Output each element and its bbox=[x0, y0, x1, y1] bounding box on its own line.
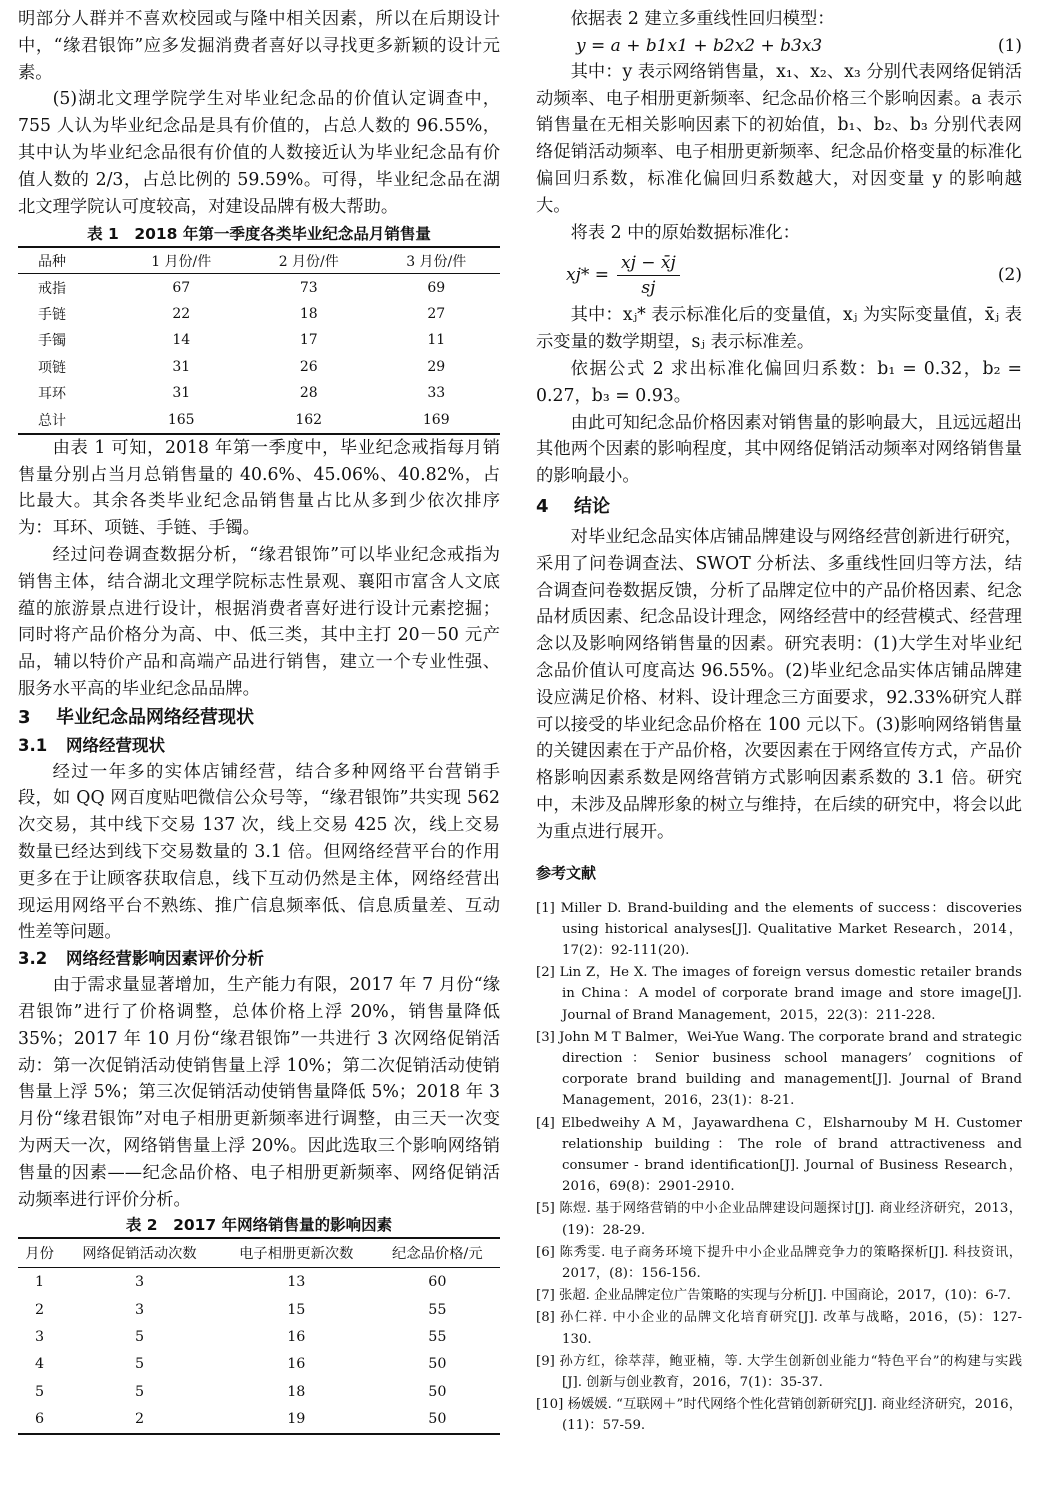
table-row bbox=[18, 1405, 500, 1433]
table-cell: 16 bbox=[287, 1356, 306, 1373]
table-cell: 50 bbox=[428, 1411, 447, 1428]
subsection-heading bbox=[18, 946, 500, 972]
table-cell: 3 bbox=[134, 1301, 145, 1318]
table-cell: 1 bbox=[35, 1274, 45, 1291]
paragraph: (5)湖北文理学院学生对毕业纪念品的价值认定调查中，755 人认为毕业纪念品是具有价值的，占总人数的 96.55%，其中认为毕业纪念品很有价值的人数接近认为毕业纪念品有价值人数的 2/3，占总比例的 59.59%。可得，毕业纪念品在湖北文理学院认可度较高，对建设品牌有极大帮助。 bbox=[18, 89, 500, 217]
reference-item: [6] 陈秀雯. 电子商务环境下提升中小企业品牌竞争力的策略探析[J]. 科技资讯，2017，(8)：156-156. bbox=[536, 1244, 1022, 1281]
paragraph: 明部分人群并不喜欢校园或与隆中相关因素，所以在后期设计中，“缘君银饰”应多发掘消费者喜好以寻找更多新颖的设计元素。 bbox=[18, 9, 500, 83]
table-cell: 50 bbox=[428, 1356, 447, 1373]
section-heading bbox=[536, 492, 1022, 522]
subsection-number: 3.1 bbox=[18, 735, 48, 755]
paragraph: 经过一年多的实体店铺经营，结合多种网络平台营销手段，如 QQ 网百度贴吧微信公众号等，“缘君银饰”共实现 562 次交易，其中线下交易 137 次，线上交易 425 次，线上交易数量已经达到线下交易数量的 3.1 倍。但网络经营平台的作用更多在于让顾客获取信息，线下互动仍然是主体，网络经营出现运用网络平台不熟练、推广信息频率低、信息质量差、互动性差等问题。 bbox=[18, 761, 500, 943]
reference-item: [8] 孙仁祥. 中小企业的品牌文化培育研究[J]. 改革与战略，2016，(5)：127-130. bbox=[536, 1310, 1022, 1347]
equation-2 bbox=[536, 248, 1022, 302]
paragraph: 依据表 2 建立多重线性回归模型： bbox=[570, 9, 835, 29]
table-row bbox=[18, 274, 500, 301]
section-number: 4 bbox=[536, 495, 549, 517]
paragraph: 经过问卷调查数据分析，“缘君银饰”可以毕业纪念戒指为销售主体，结合湖北文理学院标志性景观、襄阳市富含人文底蕴的旅游景点进行设计，根据消费者喜好进行设计元素挖掘；同时将产品价格分为高、中、低三类，其中主打 20－50 元产品，辅以特价产品和高端产品进行销售，建立一个专业性强、服务水平高的毕业纪念品品牌。 bbox=[18, 544, 500, 699]
reference-item: [7] 张超. 企业品牌定位广告策略的实现与分析[J]. 中国商论，2017，(10)：6-7. bbox=[536, 1288, 1011, 1304]
table-cell: 耳环 bbox=[38, 386, 66, 403]
column-header: 1 月份/件 bbox=[117, 247, 245, 274]
table-cell: 5 bbox=[134, 1383, 145, 1400]
table-cell: 11 bbox=[427, 332, 446, 349]
subsection-heading bbox=[18, 733, 500, 759]
table-cell: 14 bbox=[172, 332, 191, 349]
table-cell: 13 bbox=[287, 1274, 306, 1291]
right-column bbox=[536, 6, 1022, 1438]
table-cell: 18 bbox=[299, 305, 318, 322]
table-header-row bbox=[18, 1238, 500, 1268]
table-cell: 17 bbox=[299, 332, 318, 349]
table-1-grid bbox=[18, 246, 500, 434]
table-2-grid bbox=[18, 1237, 500, 1434]
paragraph: 对毕业纪念品实体店铺品牌建设与网络经营创新进行研究，采用了问卷调查法、SWOT 分析法、多重线性回归等方法，结合调查问卷数据反馈，分析了品牌定位中的产品价格因素、纪念品材质因素、纪念品设计理念，网络经营中的经营模式、经营理念以及影响网络销售量的因素。研究表明：(1)大学生对毕业纪念品价值认可度高达 96.55%。(2)毕业纪念品实体店铺品牌建设应满足价格、材料、设计理念三方面要求，92.33%研究人群可以接受的毕业纪念品价格在 100 元以下。(3)影响网络销售量的关键因素在于产品价格，次要因素在于网络宣传方式，产品价格影响因素系数是网络营销方式影响因素系数的 3.1 倍。研究中，未涉及品牌形象的树立与维持，在后续的研究中，将会以此为重点进行展开。 bbox=[536, 526, 1022, 842]
table-cell: 27 bbox=[427, 305, 446, 322]
table-cell: 67 bbox=[172, 279, 191, 296]
table-row bbox=[18, 406, 500, 433]
table-cell: 169 bbox=[422, 411, 450, 428]
table-cell: 5 bbox=[35, 1383, 45, 1400]
equation-2-number: (2) bbox=[997, 265, 1022, 286]
table-cell: 165 bbox=[167, 411, 195, 428]
table-1 bbox=[18, 222, 500, 434]
table-cell: 55 bbox=[428, 1328, 447, 1345]
table-1-caption: 表 1 2018 年第一季度各类毕业纪念品月销售量 bbox=[87, 225, 431, 244]
table-header-row bbox=[18, 247, 500, 274]
table-row bbox=[18, 380, 500, 406]
table-cell: 3 bbox=[134, 1274, 145, 1291]
table-cell: 15 bbox=[287, 1301, 306, 1318]
column-header: 品种 bbox=[18, 247, 117, 274]
table-cell: 2 bbox=[134, 1411, 145, 1428]
reference-item: [1] Miller D. Brand-building and the elements of success：discoveries using historical analyses[J]. Qualitative Market Research，2014，17(2)：92-111(20). bbox=[536, 900, 1022, 958]
table-cell: 33 bbox=[427, 385, 446, 402]
table-cell: 16 bbox=[287, 1328, 306, 1345]
reference-item: [9] 孙方红，徐萃萍，鲍亚楠，等. 大学生创新创业能力“特色平台”的构建与实践[J]. 创新与创业教育，2016，7(1)：35-37. bbox=[536, 1353, 1022, 1390]
reference-item: [4] Elbedweihy A M，Jayawardhena C，Elsharnouby M H. Customer relationship building：The role of brand attractiveness and consumer - brand identification[J]. Journal of Business Research，2016，69(8)：2901-2910. bbox=[536, 1115, 1022, 1195]
table-row bbox=[18, 1351, 500, 1378]
table-row bbox=[18, 1268, 500, 1296]
paragraph: 其中：xⱼ* 表示标准化后的变量值，xⱼ 为实际变量值，x̄ⱼ 表示变量的数学期望，sⱼ 表示标准差。 bbox=[536, 305, 1022, 353]
paragraph: 由于需求量显著增加，生产能力有限，2017 年 7 月份“缘君银饰”进行了价格调整，总体价格上浮 20%，销售量降低 35%；2017 年 10 月份“缘君银饰”一共进行 3 次网络促销活动：第一次促销活动使销售量上浮 10%；第二次促销活动使销售量上浮 5%；第三次促销活动使销售量降低 5%；2018 年 3 月份“缘君银饰”对电子相册更新频率进行调整，由三天一次变为两天一次，网络销售量上浮 20%。因此选取三个影响网络销售量的因素——纪念品价格、电子相册更新频率、网络促销活动频率进行评价分析。 bbox=[18, 975, 500, 1210]
subsection-title: 网络经营影响因素评价分析 bbox=[66, 949, 264, 969]
table-cell: 73 bbox=[299, 279, 318, 296]
table-cell: 18 bbox=[287, 1383, 306, 1400]
reference-item: [2] Lin Z，He X. The images of foreign versus domestic retailer brands in China：A model of corporate brand image and store image[J]. Journal of Brand Management，2015，22(3)：211-228. bbox=[536, 965, 1022, 1023]
equation-1-body: y = a + b1x1 + b2x2 + b3x3 bbox=[576, 35, 823, 56]
column-header: 电子相册更新次数 bbox=[218, 1238, 375, 1268]
subsection-number: 3.2 bbox=[18, 949, 48, 969]
references-heading: 参考文献 bbox=[536, 863, 597, 882]
table-2-caption: 表 2 2017 年网络销售量的影响因素 bbox=[125, 1216, 393, 1235]
left-column bbox=[18, 6, 500, 1435]
table-row bbox=[18, 1296, 500, 1323]
column-header: 网络促销活动次数 bbox=[61, 1238, 218, 1268]
reference-item: [5] 陈煜. 基于网络营销的中小企业品牌建设问题探讨[J]. 商业经济研究，2013，(19)：28-29. bbox=[536, 1201, 1022, 1238]
paragraph: 由表 1 可知，2018 年第一季度中，毕业纪念戒指每月销售量分别占当月总销售量的 40.6%、45.06%、40.82%，占比最大。其余各类毕业纪念品销售量占比从多到少依次排序为：耳环、项链、手链、手镯。 bbox=[18, 437, 500, 539]
reference-item: [10] 杨媛媛. “互联网＋”时代网络个性化营销创新研究[J]. 商业经济研究，2016，(11)：57-59. bbox=[536, 1397, 1022, 1434]
column-header: 月份 bbox=[18, 1238, 61, 1268]
table-2 bbox=[18, 1213, 500, 1434]
table-cell: 162 bbox=[295, 411, 323, 428]
equation-1 bbox=[536, 33, 1022, 59]
column-header: 3 月份/件 bbox=[372, 247, 500, 274]
paragraph: 由此可知纪念品价格因素对销售量的影响最大，且远远超出其他两个因素的影响程度，其中网络促销活动频率对网络销售量的影响最小。 bbox=[536, 412, 1022, 487]
table-cell: 总计 bbox=[38, 412, 66, 429]
table-cell: 31 bbox=[172, 385, 191, 402]
equation-2-fraction bbox=[617, 251, 680, 300]
section-title: 结论 bbox=[574, 495, 610, 517]
table-cell: 19 bbox=[287, 1411, 306, 1428]
table-cell: 69 bbox=[427, 279, 446, 296]
paragraph: 其中：y 表示网络销售量，x₁、x₂、x₃ 分别代表网络促销活动频率、电子相册更新频率、纪念品价格三个影响因素。a 表示销售量在无相关影响因素下的初始值，b₁、b₂、b₃ 分别代表网络促销活动频率、电子相册更新频率、纪念品价格变量的标准化偏回归系数，标准化偏回归系数越大，对因变量 y 的影响越大。 bbox=[536, 61, 1022, 216]
paragraph: 将表 2 中的原始数据标准化： bbox=[570, 222, 800, 243]
reference-item: [3] John M T Balmer，Wei-Yue Wang. The corporate brand and strategic direction：Senior business school managers’ cognitions of corporate brand building and management[J]. Journal of Brand Management，2016，23(1)：8-21. bbox=[536, 1029, 1022, 1109]
table-cell: 31 bbox=[172, 358, 191, 375]
equation-2-numerator: xj − x̄j bbox=[617, 251, 680, 276]
table-row bbox=[18, 301, 500, 327]
table-row bbox=[18, 1378, 500, 1405]
paragraph: 依据公式 2 求出标准化偏回归系数：b₁ = 0.32，b₂ = 0.27，b₃ = 0.93。 bbox=[536, 358, 1022, 406]
table-cell: 60 bbox=[428, 1274, 447, 1291]
column-header: 2 月份/件 bbox=[245, 247, 373, 274]
equation-1-number: (1) bbox=[997, 35, 1022, 56]
section-heading bbox=[18, 703, 500, 733]
table-cell: 29 bbox=[427, 358, 446, 375]
table-cell: 项链 bbox=[38, 359, 66, 376]
table-cell: 22 bbox=[172, 305, 191, 322]
equation-2-denominator: sj bbox=[641, 277, 656, 298]
table-cell: 手镯 bbox=[38, 333, 66, 350]
table-cell: 手链 bbox=[38, 306, 66, 323]
table-row bbox=[18, 327, 500, 353]
section-number: 3 bbox=[18, 706, 31, 728]
table-cell: 55 bbox=[428, 1301, 447, 1318]
table-row bbox=[18, 1323, 500, 1350]
table-cell: 4 bbox=[35, 1356, 45, 1373]
table-cell: 28 bbox=[299, 385, 318, 402]
column-header: 纪念品价格/元 bbox=[375, 1238, 500, 1268]
section-title: 毕业纪念品网络经营现状 bbox=[56, 706, 254, 728]
equation-2-body bbox=[536, 251, 680, 300]
table-cell: 6 bbox=[35, 1411, 45, 1428]
table-row bbox=[18, 354, 500, 380]
equation-2-lhs: xj* = bbox=[566, 265, 610, 286]
table-cell: 5 bbox=[134, 1356, 145, 1373]
table-cell: 2 bbox=[35, 1301, 45, 1318]
table-cell: 3 bbox=[35, 1328, 45, 1345]
table-cell: 5 bbox=[134, 1328, 145, 1345]
reference-list bbox=[536, 898, 1022, 1437]
table-cell: 50 bbox=[428, 1383, 447, 1400]
table-cell: 戒指 bbox=[38, 280, 66, 297]
table-cell: 26 bbox=[299, 358, 318, 375]
subsection-title: 网络经营现状 bbox=[66, 735, 165, 755]
